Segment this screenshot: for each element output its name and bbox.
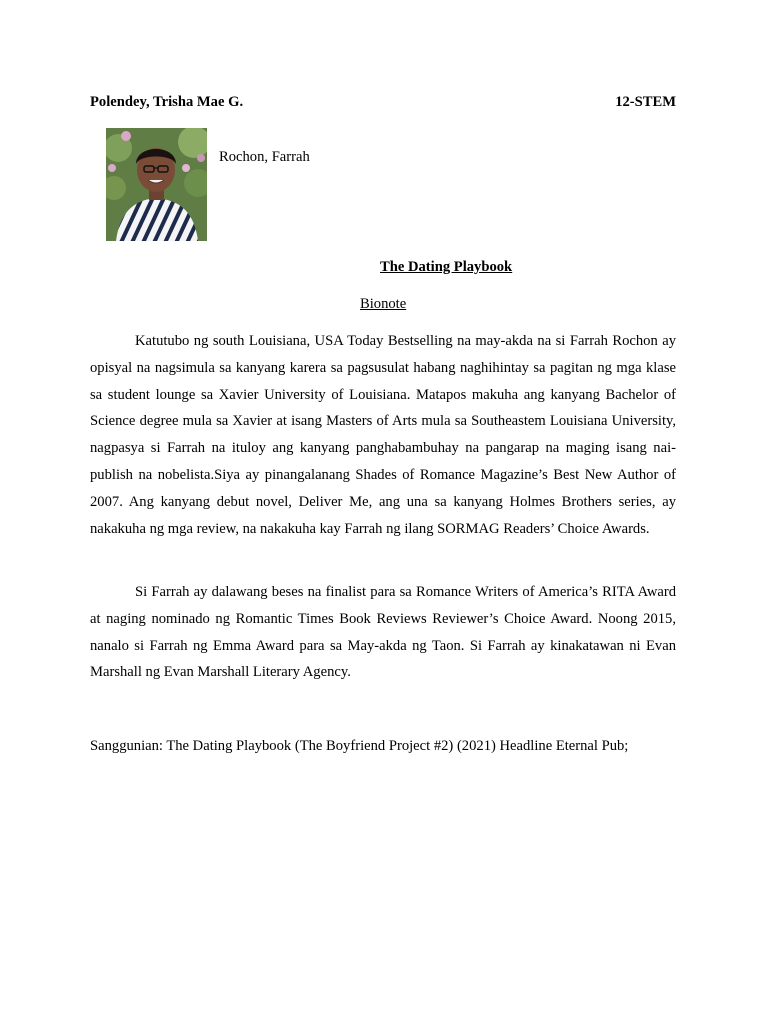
author-photo [106, 128, 207, 241]
author-name: Rochon, Farrah [219, 149, 310, 165]
reference-citation: Sanggunian: The Dating Playbook (The Boyfriend Project #2) (2021) Headline Eternal Pub; [90, 738, 629, 754]
header-row [90, 93, 676, 111]
book-title: The Dating Playbook [380, 259, 513, 275]
student-section: 12-STEM [615, 94, 676, 110]
section-title: Bionote [360, 296, 407, 312]
author-portrait-icon [106, 128, 207, 241]
bionote-paragraph-1: Katutubo ng south Louisiana, USA Today Bestselling na may-akda na si Farrah Rochon ay opisyal na nagsimula sa kanyang karera sa pagsusulat habang naghihintay sa pagitan ng mga klase sa student lounge sa Xavier University of Louisiana. Matapos makuha ang kanyang Bachelor of Science degree mula sa Xavier at isang Masters of Arts mula sa Southeastem Louisiana University, nagpasya si Farrah na ituloy ang kanyang panghabambuhay na pangarap na maging isang nai-publish na nobelista.Siya ay pinangalanang Shades of Romance Magazine’s Best New Author of 2007. Ang kanyang debut novel, Deliver Me, ang una sa kanyang Holmes Brothers series, ay nakakuha ng mga review, na nakakuha kay Farrah ng ilang SORMAG Readers’ Choice Awards. [90, 333, 676, 537]
student-name: Polendey, Trisha Mae G. [90, 94, 244, 110]
bionote-paragraph-2: Si Farrah ay dalawang beses na finalist para sa Romance Writers of America’s RITA Award at naging nominado ng Romantic Times Book Reviews Reviewer’s Choice Award. Noong 2015, nanalo si Farrah ng Emma Award para sa May-akda ng Taon. Si Farrah ay kinakatawan ni Evan Marshall ng Evan Marshall Literary Agency. [90, 584, 676, 681]
